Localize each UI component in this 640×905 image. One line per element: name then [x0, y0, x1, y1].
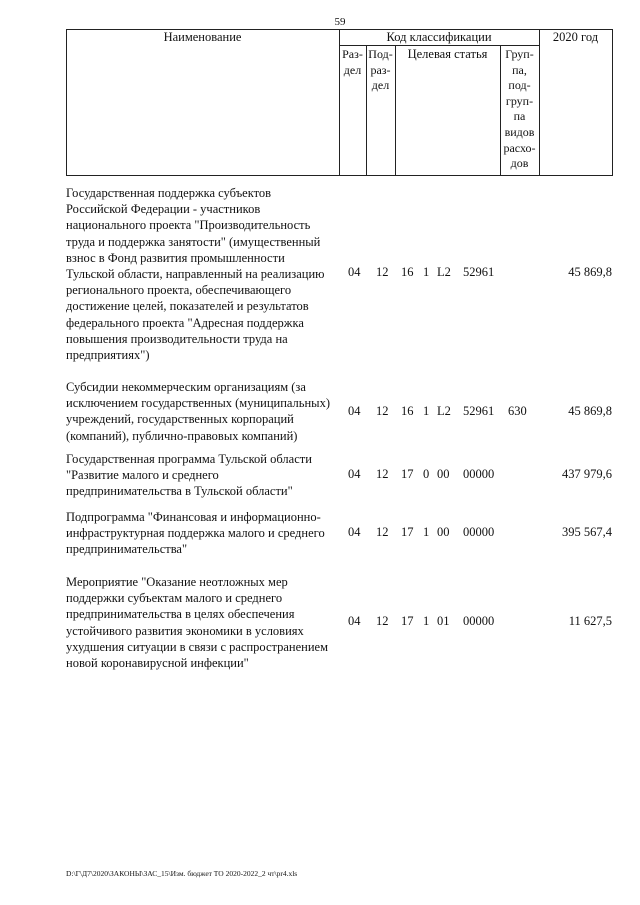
- row-5-amount: 11 627,5: [568, 614, 612, 628]
- row-2-cs3: L2: [437, 404, 451, 418]
- row-4-name: Подпрограмма "Финансовая и информационно- инфраструктурная поддержка малого и среднего предпринимательства": [66, 510, 325, 557]
- row-5-cs2: 1: [423, 614, 430, 628]
- row-3-cs4: 00000: [463, 467, 495, 481]
- header-expense-group: Груп- па, под- груп- па видов расхо- дов: [503, 47, 536, 171]
- row-1-podrazdel: 12: [376, 265, 389, 279]
- row-3-razdel: 04: [348, 467, 361, 481]
- row-3-amount: 437 979,6: [562, 467, 612, 481]
- row-5-podrazdel: 12: [376, 614, 389, 628]
- row-2-cs4: 52961: [463, 404, 495, 418]
- row-1-cs3: L2: [437, 265, 451, 279]
- header-subsection: Под- раз- дел: [368, 47, 393, 93]
- header-section: Раз- дел: [342, 47, 363, 77]
- row-1-cs2: 1: [423, 265, 430, 279]
- page-number: 59: [334, 16, 346, 28]
- row-3-podrazdel: 12: [376, 467, 389, 481]
- row-2-razdel: 04: [348, 404, 361, 418]
- header-name: Наименование: [163, 30, 242, 44]
- row-4-podrazdel: 12: [376, 525, 389, 539]
- row-4-cs4: 00000: [463, 525, 495, 539]
- row-4-cs2: 1: [423, 525, 430, 539]
- row-3-cs2: 0: [423, 467, 430, 481]
- row-4-cs1: 17: [401, 525, 414, 539]
- row-1-cs1: 16: [401, 265, 414, 279]
- table-header: [66, 29, 613, 175]
- row-5-cs1: 17: [401, 614, 414, 628]
- row-5-cs4: 00000: [463, 614, 495, 628]
- row-2-name: Субсидии некоммерческим организациям (за исключением государственных (муниципальных) учреждений, государственных корпораций (компаний), публично-правовых компаний): [66, 380, 330, 443]
- row-1-name: Государственная поддержка субъектов Российской Федерации - участников национального проекта "Производительность труда и поддержка занятости" (имущественный взнос в Фонд развития промышленности Тульской области, направленный на реализацию регионального проекта, обеспечивающего достижение целей, показателей и результатов федерального проекта "Адресная поддержка повышения производительности труда на предприятиях"): [66, 186, 325, 363]
- row-4-amount: 395 567,4: [562, 525, 612, 539]
- header-target-article: Целевая статья: [407, 47, 488, 61]
- row-4-cs3: 00: [437, 525, 450, 539]
- file-path-footer: D:\Г\Д7\2020\ЗАКОНЫ\ЗАС_15\Изм. бюджет ТО 2020-2022_2 чт\pr4.xls: [66, 869, 298, 878]
- row-5-name: Мероприятие "Оказание неотложных мер поддержки субъектам малого и среднего предпринимательства в целях обеспечения устойчивого развития экономики в условиях ухудшения ситуации в связи с распространением новой коронавирусной инфекции": [66, 575, 329, 671]
- row-2-cs2: 1: [423, 404, 430, 418]
- row-3-cs1: 17: [401, 467, 414, 481]
- row-5-cs3: 01: [437, 614, 450, 628]
- row-1-amount: 45 869,8: [568, 265, 612, 279]
- row-2-amount: 45 869,8: [568, 404, 612, 418]
- row-5-razdel: 04: [348, 614, 361, 628]
- row-2-cs1: 16: [401, 404, 414, 418]
- row-4-razdel: 04: [348, 525, 361, 539]
- row-3-cs3: 00: [437, 467, 450, 481]
- row-1-razdel: 04: [348, 265, 361, 279]
- row-3-name: Государственная программа Тульской области "Развитие малого и среднего предпринимательства в Тульской области": [66, 452, 312, 499]
- row-2-podrazdel: 12: [376, 404, 389, 418]
- row-1-cs4: 52961: [463, 265, 495, 279]
- header-year: 2020 год: [552, 30, 599, 44]
- row-2-vr: 630: [508, 404, 527, 418]
- header-classification: Код классификации: [386, 30, 492, 44]
